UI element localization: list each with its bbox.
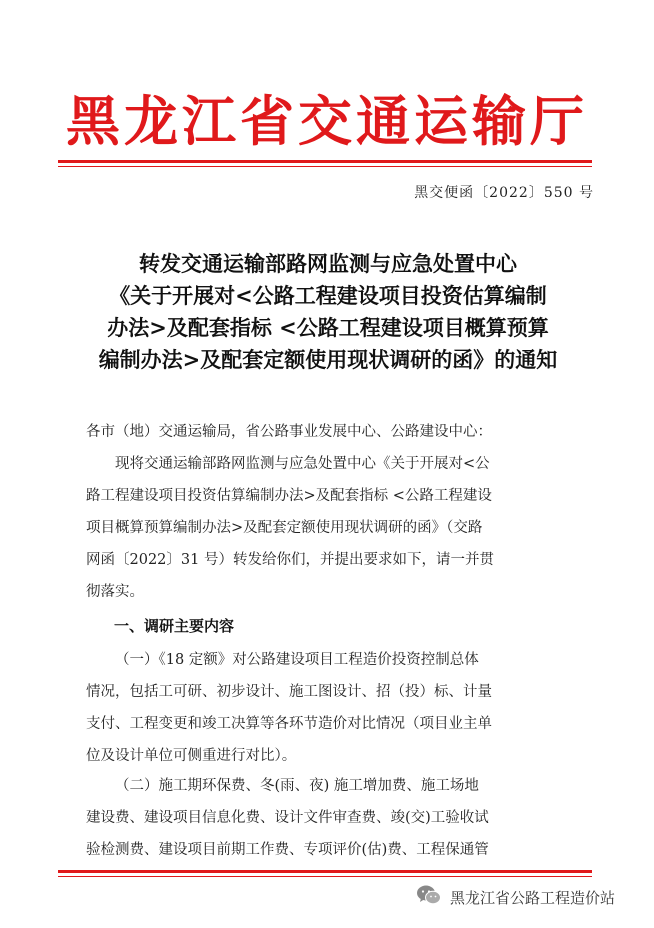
- wechat-watermark: [416, 882, 615, 912]
- intro-paragraph: [86, 448, 570, 608]
- paragraph-line: 项目概算预算编制办法>及配套定额使用现状调研的函》（交路: [86, 520, 483, 536]
- paragraph-line: 彻落实。: [86, 584, 144, 600]
- notice-title-line: 办法>及配套指标 <公路工程建设项目概算预算: [107, 315, 549, 340]
- paragraph-line: 情况，包括工可研、初步设计、施工图设计、招（投）标、计量: [86, 684, 492, 700]
- notice-title: [70, 248, 586, 376]
- addressee-line: 各市（地）交通运输局，省公路事业发展中心、公路建设中心：: [86, 424, 492, 440]
- paragraph-line: 现将交通运输部路网监测与应急处置中心《关于开展对<公: [115, 456, 490, 472]
- notice-title-line: 《关于开展对<公路工程建设项目投资估算编制: [109, 283, 547, 308]
- notice-title-line: 编制办法>及配套定额使用现状调研的函》的通知: [98, 347, 558, 372]
- paragraph-line: 位及设计单位可侧重进行对比）。: [86, 748, 297, 764]
- paragraph-line: 支付、工程变更和竣工决算等各环节造价对比情况（项目业主单: [86, 716, 492, 732]
- issuing-organization-title: 黑龙江省交通运输厅: [66, 89, 588, 153]
- document-number: 黑交便函〔2022〕550 号: [414, 185, 594, 201]
- item-1-paragraph: [86, 644, 570, 772]
- red-divider-top-thin: [58, 166, 592, 167]
- section-heading: 一、调研主要内容: [114, 617, 235, 635]
- item-2-paragraph: [86, 770, 570, 866]
- notice-title-line: 转发交通运输部路网监测与应急处置中心: [139, 251, 517, 276]
- watermark-text: 黑龙江省公路工程造价站: [450, 888, 616, 907]
- paragraph-line: （二）施工期环保费、冬(雨、夜) 施工增加费、施工场地: [115, 778, 479, 794]
- red-divider-bottom-thin: [58, 876, 592, 877]
- paragraph-line: 网函〔2022〕31 号）转发给你们，并提出要求如下，请一并贯: [86, 552, 494, 568]
- paragraph-line: 建设费、建设项目信息化费、设计文件审查费、竣(交)工验收试: [86, 810, 489, 826]
- red-divider-top: [58, 160, 592, 163]
- paragraph-line: 路工程建设项目投资估算编制办法>及配套指标 <公路工程建设: [86, 488, 492, 504]
- paragraph-line: （一）《18 定额》对公路建设项目工程造价投资控制总体: [115, 652, 479, 668]
- paragraph-line: 验检测费、建设项目前期工作费、专项评价(估)费、工程保通管: [86, 842, 489, 858]
- red-divider-bottom: [58, 870, 592, 873]
- wechat-icon: [416, 884, 442, 910]
- addressee: [86, 416, 570, 448]
